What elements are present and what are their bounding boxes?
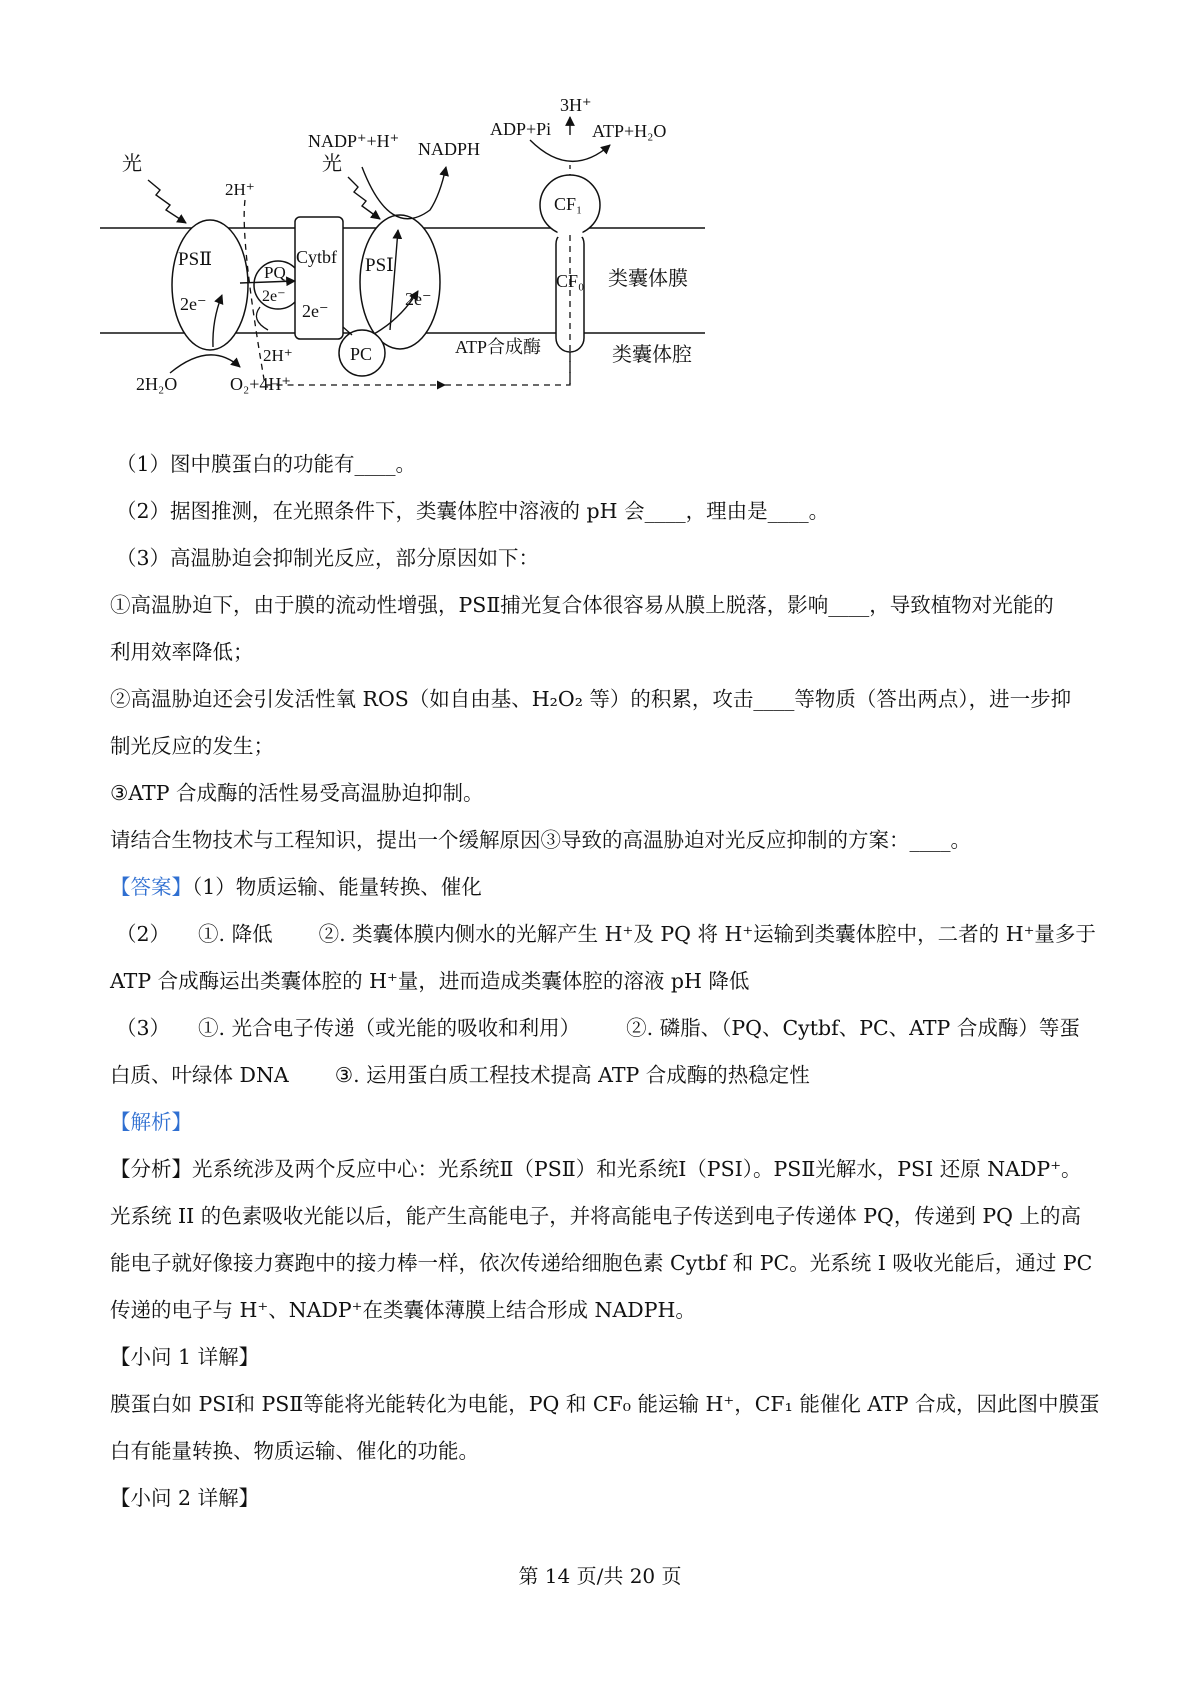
psi-electron-label: 2e⁻ bbox=[405, 289, 432, 309]
question-3-item-2a: ②高温胁迫还会引发活性氧 ROS（如自由基、H₂O₂ 等）的积累，攻击____等物质（答出两点），进一步抑 bbox=[110, 687, 1072, 711]
detail-1-line-1: 膜蛋白如 PSⅠ和 PSⅡ等能将光能转化为电能，PQ 和 CF₀ 能运输 H⁺，CF₁ 能催化 ATP 合成，因此图中膜蛋 bbox=[110, 1392, 1100, 1416]
psi-label: PSⅠ bbox=[365, 255, 394, 276]
lumen-label: 类囊体腔 bbox=[612, 344, 692, 366]
answer-3-part-1: ①. 光合电子传递（或光能的吸收和利用） bbox=[198, 1016, 581, 1040]
answer-line-2 bbox=[110, 911, 1100, 958]
answer-1: （1）物质运输、能量转换、催化 bbox=[192, 875, 482, 899]
psii-electron-label: 2e⁻ bbox=[180, 294, 207, 314]
cf1-label: CF₁ bbox=[554, 194, 583, 214]
answer-3-part-3: ③. 运用蛋白质工程技术提高 ATP 合成酶的热稳定性 bbox=[334, 1063, 810, 1087]
nadp-label: NADP⁺+H⁺ bbox=[308, 131, 400, 151]
answer-3-part-2-cont: 白质、叶绿体 DNA bbox=[110, 1063, 289, 1087]
question-2: （2）据图推测，在光照条件下，类囊体腔中溶液的 pH 会____，理由是____。 bbox=[116, 499, 830, 523]
answer-2-part-1: ①. 降低 bbox=[198, 922, 273, 946]
analysis-tag: 【解析】 bbox=[110, 1110, 192, 1134]
pq-electron-label: 2e⁻ bbox=[262, 288, 286, 305]
atp-synthase-label: ATP合成酶 bbox=[455, 337, 542, 357]
light-zigzag-2 bbox=[348, 177, 380, 219]
pc-label: PC bbox=[350, 344, 373, 364]
question-3-item-4: 请结合生物技术与工程知识，提出一个缓解原因③导致的高温胁迫对光反应抑制的方案：____。 bbox=[110, 828, 971, 852]
h-plus-3-label: 3H⁺ bbox=[560, 95, 592, 115]
text-content bbox=[110, 441, 1100, 1522]
question-3-item-2b: 制光反应的发生； bbox=[110, 734, 274, 758]
atp-formation-arrow bbox=[530, 140, 610, 161]
sub-question-1-heading: 【小问 1 详解】 bbox=[110, 1345, 260, 1369]
atp-h2o-label: ATP+H₂O bbox=[592, 121, 667, 141]
light-label-1: 光 bbox=[122, 153, 142, 175]
adp-pi-label: ADP+Pi bbox=[490, 119, 552, 139]
cytbf-pc-arrow bbox=[343, 327, 352, 335]
h-plus-2-label: 2H⁺ bbox=[225, 180, 255, 199]
cytbf-electron-label: 2e⁻ bbox=[302, 301, 329, 321]
electron-arrow-pq-loop bbox=[256, 307, 268, 330]
oxygen-label: O₂+4H⁺ bbox=[230, 374, 291, 394]
answer-line-4 bbox=[110, 1005, 1100, 1052]
cytbf-label: Cytbf bbox=[296, 247, 338, 267]
psii-complex bbox=[172, 220, 248, 350]
light-label-2: 光 bbox=[322, 153, 342, 175]
cf0-label: CF₀ bbox=[556, 271, 585, 291]
water-split-arrow bbox=[170, 355, 240, 373]
question-3: （3）高温胁迫会抑制光反应，部分原因如下： bbox=[116, 546, 540, 570]
answer-2-number: （2） bbox=[116, 922, 171, 946]
question-1: （1）图中膜蛋白的功能有____。 bbox=[116, 452, 417, 476]
analysis-line-1: 【分析】光系统涉及两个反应中心：光系统Ⅱ（PSⅡ）和光系统Ⅰ（PSⅠ）。PSⅡ光解水，PSI 还原 NADP⁺。 bbox=[110, 1157, 1082, 1181]
question-3-item-1a: ①高温胁迫下，由于膜的流动性增强，PSⅡ捕光复合体很容易从膜上脱落，影响____，导致植物对光能的 bbox=[110, 593, 1054, 617]
answer-3-number: （3） bbox=[116, 1016, 171, 1040]
analysis-line-2: 光系统 II 的色素吸收光能以后，能产生高能电子，并将高能电子传送到电子传递体 PQ，传递到 PQ 上的高 bbox=[110, 1204, 1081, 1228]
h-plus-2-lower-label: 2H⁺ bbox=[263, 346, 293, 365]
nadph-arrow bbox=[362, 167, 446, 219]
analysis-line-4: 传递的电子与 H⁺、NADP⁺在类囊体薄膜上结合形成 NADPH。 bbox=[110, 1298, 696, 1322]
light-zigzag-1 bbox=[148, 180, 186, 223]
cf1-stalk-cover bbox=[558, 223, 583, 237]
pq-label: PQ bbox=[264, 263, 286, 282]
photosynthesis-diagram bbox=[100, 95, 760, 435]
answer-tag: 【答案】 bbox=[110, 875, 192, 899]
question-3-item-1b: 利用效率降低； bbox=[110, 640, 254, 664]
question-3-item-3: ③ATP 合成酶的活性易受高温胁迫抑制。 bbox=[110, 781, 484, 805]
sub-question-2-heading: 【小问 2 详解】 bbox=[110, 1486, 260, 1510]
answer-line-5 bbox=[110, 1052, 1100, 1099]
water-label: 2H₂O bbox=[136, 374, 178, 394]
answer-3-part-2: ②. 磷脂、（PQ、Cytbf、PC、ATP 合成酶）等蛋 bbox=[626, 1016, 1080, 1040]
page-footer: 第 14 页/共 20 页 bbox=[518, 1564, 682, 1588]
psii-label: PSⅡ bbox=[178, 249, 213, 270]
detail-1-line-2: 白有能量转换、物质运输、催化的功能。 bbox=[110, 1439, 479, 1463]
membrane-label: 类囊体膜 bbox=[608, 268, 688, 290]
answer-2-part-2: ②. 类囊体膜内侧水的光解产生 H⁺及 PQ 将 H⁺运输到类囊体腔中，二者的 H⁺量多于 bbox=[318, 922, 1096, 946]
psi-complex bbox=[360, 215, 440, 349]
answer-line-3: ATP 合成酶运出类囊体腔的 H⁺量，进而造成类囊体腔的溶液 pH 降低 bbox=[110, 969, 750, 993]
answer-line-1 bbox=[110, 864, 1100, 911]
nadph-label: NADPH bbox=[418, 139, 481, 159]
analysis-line-3: 能电子就好像接力赛跑中的接力棒一样，依次传递给细胞色素 Cytbf 和 PC。光系统 I 吸收光能后，通过 PC bbox=[110, 1251, 1093, 1275]
